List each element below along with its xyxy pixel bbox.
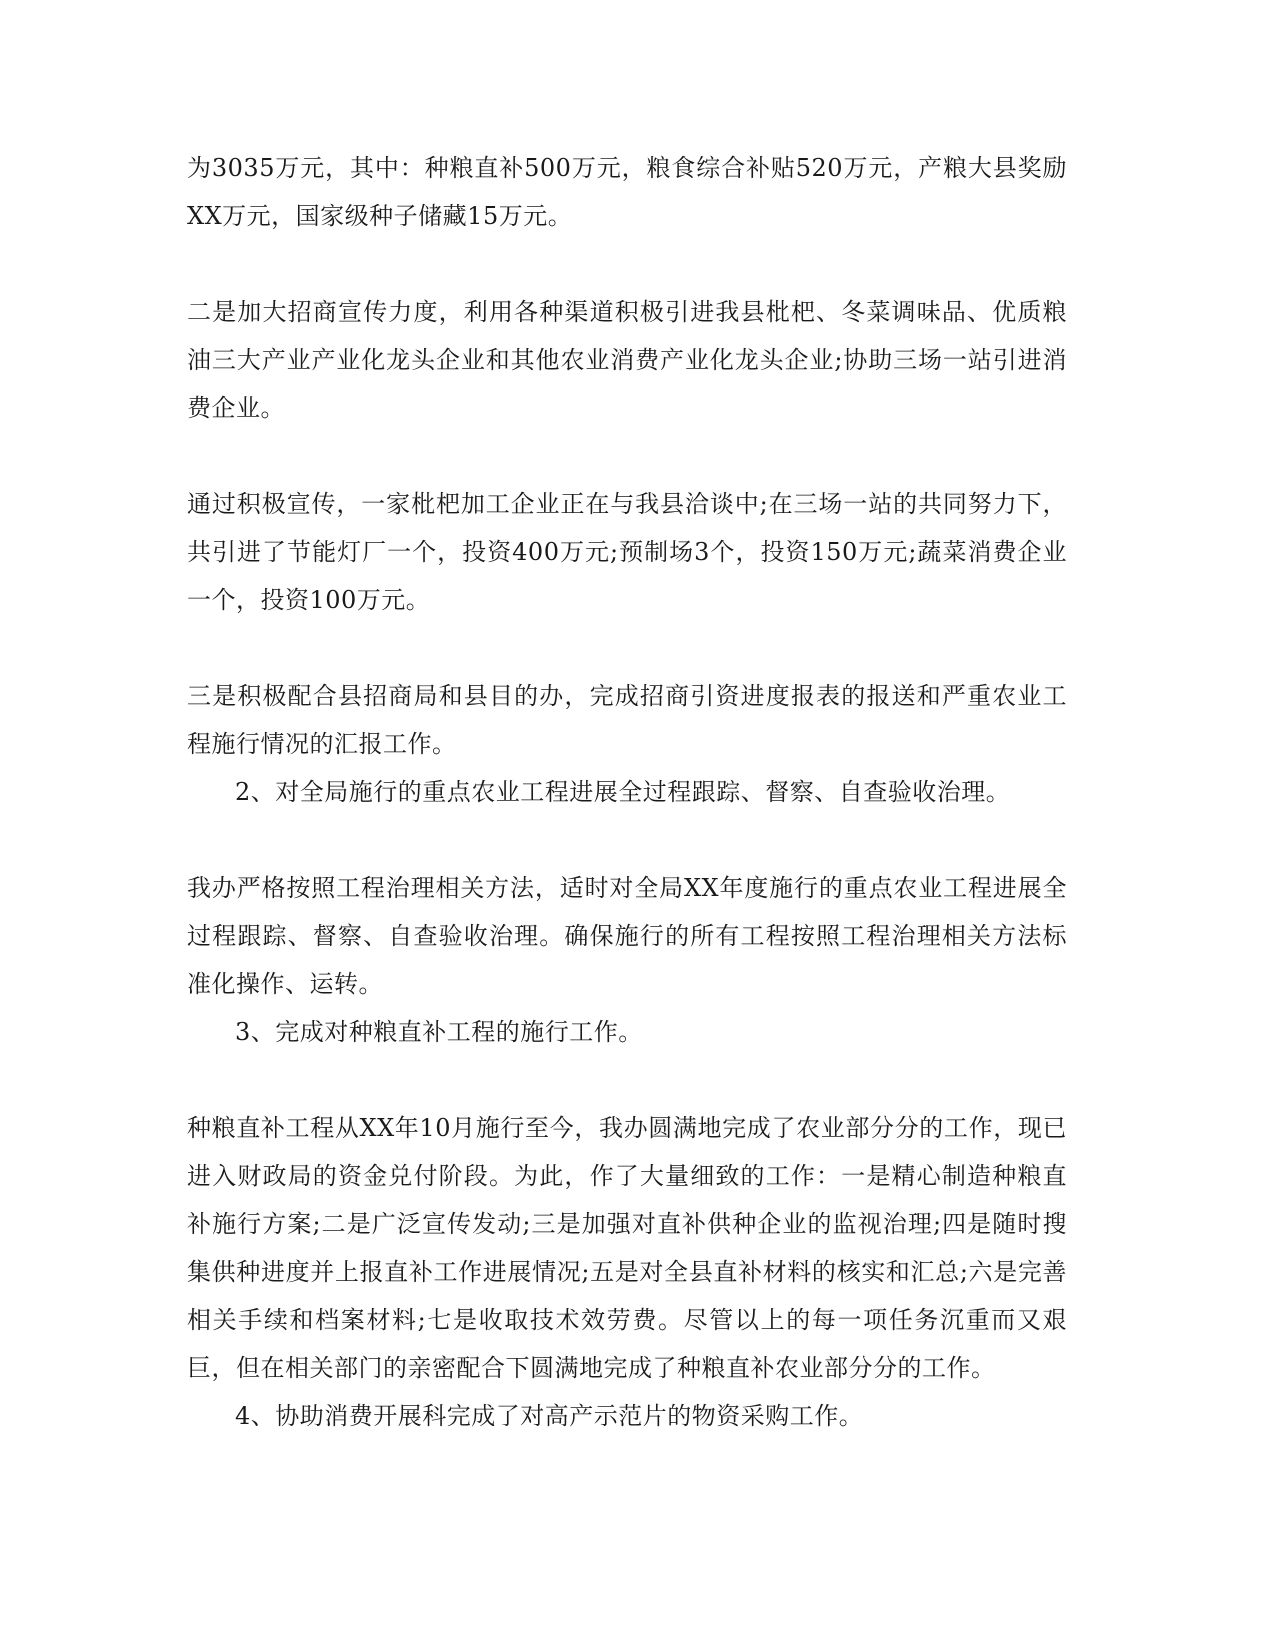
section-heading-3: 3、完成对种粮直补工程的施行工作。 [235, 1018, 643, 1046]
paragraph-project-management: 我办严格按照工程治理相关方法，适时对全局XX年度施行的重点农业工程进展全过程跟踪、督察、自查验收治理。确保施行的所有工程按照工程治理相关方法标准化操作、运转。 [187, 874, 1067, 998]
paragraph-subsidy-total: 为3035万元，其中：种粮直补500万元，粮食综合补贴520万元，产粮大县奖励XX万元，国家级种子储藏15万元。 [187, 154, 1067, 230]
paragraph-promotion-results: 通过积极宣传，一家枇杷加工企业正在与我县洽谈中;在三场一站的共同努力下，共引进了节能灯厂一个，投资400万元;预制场3个，投资150万元;蔬菜消费企业一个，投资100万元。 [187, 490, 1067, 614]
paragraph-reporting-work: 三是积极配合县招商局和县目的办，完成招商引资进度报表的报送和严重农业工程施行情况的汇报工作。 [187, 682, 1067, 758]
paragraph-grain-subsidy: 种粮直补工程从XX年10月施行至今，我办圆满地完成了农业部分分的工作，现已进入财政局的资金兑付阶段。为此，作了大量细致的工作：一是精心制造种粮直补施行方案;二是广泛宣传发动;三是加强对直补供种企业的监视治理;四是随时搜集供种进度并上报直补工作进展情况;五是对全县直补材料的核实和汇总;六是完善相关手续和档案材料;七是收取技术效劳费。尽管以上的每一项任务沉重而又艰巨，但在相关部门的亲密配合下圆满地完成了种粮直补农业部分分的工作。 [187, 1114, 1067, 1382]
section-heading-4: 4、协助消费开展科完成了对高产示范片的物资采购工作。 [235, 1402, 864, 1430]
section-heading-2: 2、对全局施行的重点农业工程进展全过程跟踪、督察、自查验收治理。 [235, 778, 1011, 806]
paragraph-investment-promotion: 二是加大招商宣传力度，利用各种渠道积极引进我县枇杷、冬菜调味品、优质粮油三大产业产业化龙头企业和其他农业消费产业化龙头企业;协助三场一站引进消费企业。 [187, 298, 1067, 422]
